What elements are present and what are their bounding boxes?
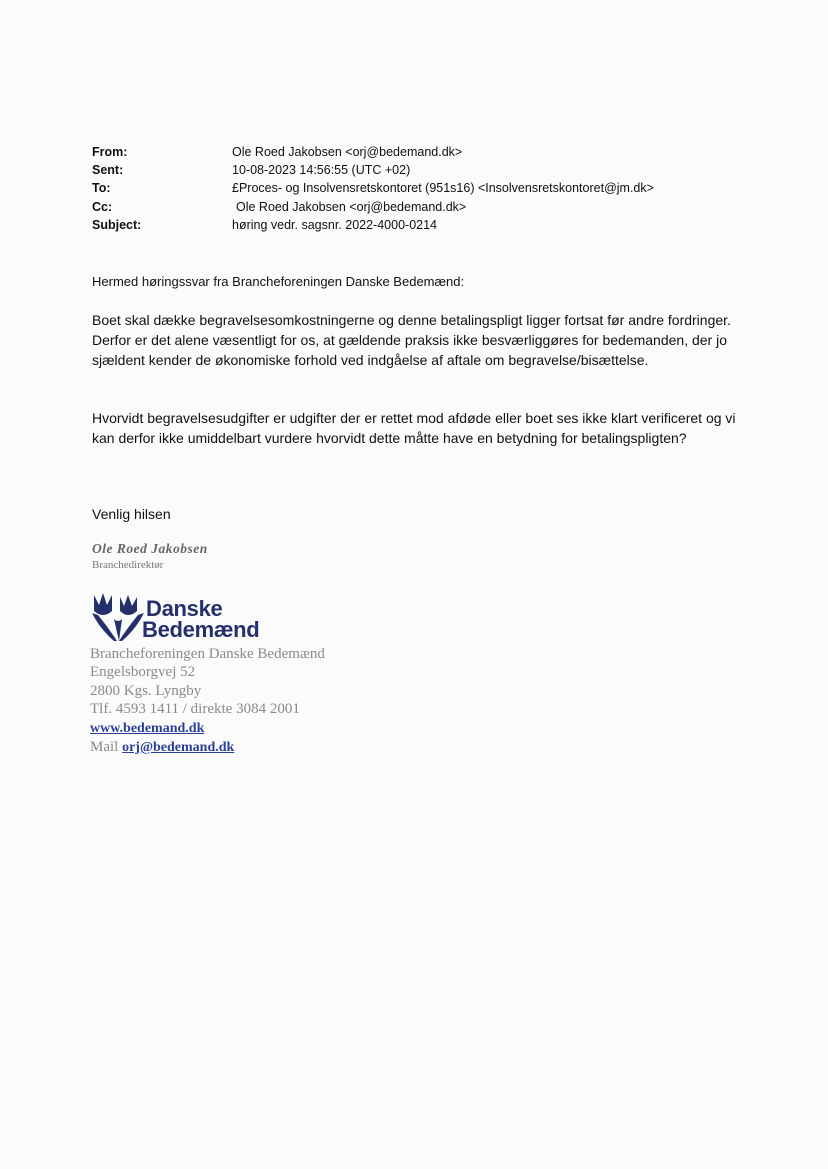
sent-label: Sent: [92, 163, 124, 178]
cc-value: Ole Roed Jakobsen <orj@bedemand.dk> [236, 199, 467, 214]
city-line: 2800 Kgs. Lyngby [90, 682, 202, 699]
sent-value: 10-08-2023 14:56:55 (UTC +02) [232, 163, 411, 178]
signature-name: Ole Roed Jakobsen [92, 541, 208, 556]
sent-row [92, 161, 792, 179]
to-label: To: [92, 181, 111, 196]
closing-greeting: Venlig hilsen [92, 506, 171, 522]
paragraph-2: Hvorvidt begravelsesudgifter er udgifter der er rettet mod afdøde eller boet ses ikke klart verificeret og vi kan derfor ikke umiddelbart vurdere hvorvidt dette måtte have en betydning for betalingspligten? [92, 410, 736, 446]
subject-label: Subject: [92, 217, 142, 232]
email-header [92, 143, 792, 234]
paragraph-1-second: Derfor er det alene væsentligt for os, at gældende praksis ikke besværliggøres for bedemanden, der jo sjældent kender de økonomiske forhold ved indgåelse af aftale om begravelse/bisættelse. [92, 332, 727, 368]
mail-label: Mail [90, 739, 119, 756]
subject-value: høring vedr. sagsnr. 2022-4000-0214 [232, 217, 437, 232]
cc-row [92, 198, 792, 216]
tulip-logo-icon [90, 589, 148, 645]
phone-line: Tlf. 4593 1411 / direkte 3084 2001 [90, 701, 300, 718]
mail-link[interactable]: orj@bedemand.dk [122, 740, 235, 756]
to-value: £Proces- og Insolvensretskontoret (951s16) <Insolvensretskontoret@jm.dk> [232, 181, 654, 196]
organization-contact [90, 645, 325, 757]
street-address: Engelsborgvej 52 [90, 664, 196, 681]
logo-wordmark [142, 596, 260, 642]
intro-line: Hermed høringssvar fra Brancheforeningen Danske Bedemænd: [92, 274, 465, 289]
logo-line-2: Bedemænd [142, 617, 260, 642]
from-value: Ole Roed Jakobsen <orj@bedemand.dk> [232, 145, 463, 159]
website-row [90, 719, 325, 738]
organization-name: Brancheforeningen Danske Bedemænd [90, 646, 325, 662]
website-link[interactable]: www.bedemand.dk [90, 720, 205, 736]
from-label: From: [92, 145, 128, 159]
paragraph-1-first: Boet skal dække begravelsesomkostningerne og denne betalingspligt ligger fortsat før andre fordringer. [92, 312, 731, 328]
cc-label: Cc: [92, 199, 113, 214]
paragraph-1 [92, 310, 742, 370]
to-row [92, 179, 792, 197]
subject-row [92, 216, 792, 234]
logo-line-1: Danske [146, 596, 223, 621]
mail-row [90, 738, 325, 757]
from-row [92, 143, 792, 161]
signature-title: Branchedirektør [92, 559, 164, 571]
